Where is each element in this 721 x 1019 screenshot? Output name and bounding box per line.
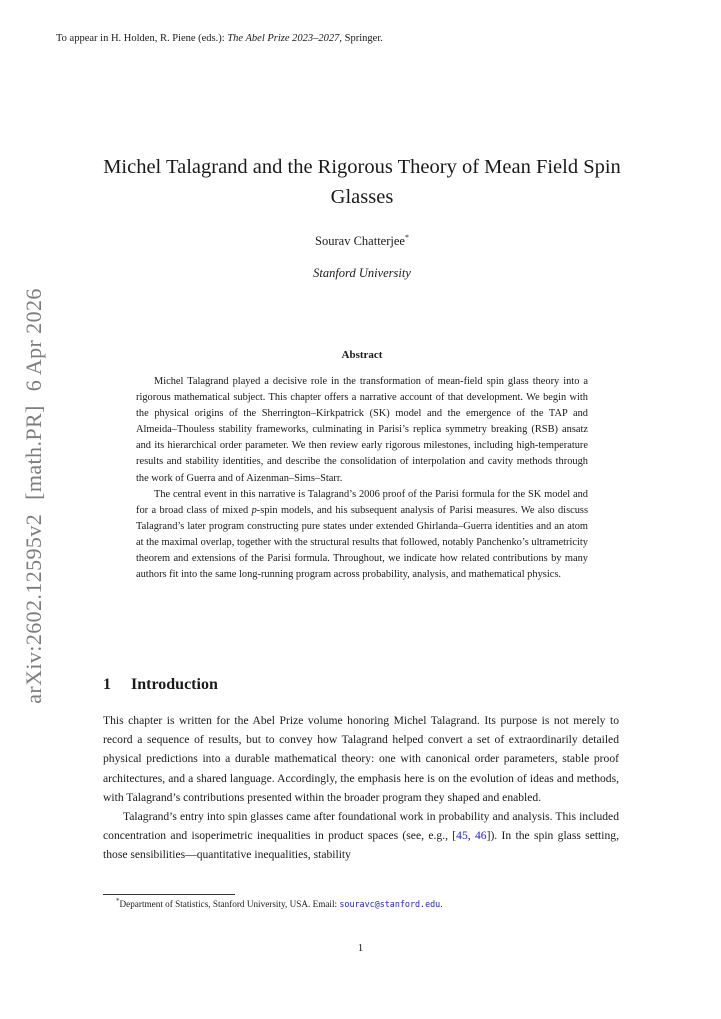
section-heading [103,676,218,694]
author-name: Sourav Chatterjee [315,234,405,249]
publication-note-prefix: To appear in H. Holden, R. Piene (eds.): [56,33,228,44]
affiliation: Stanford University [313,266,411,280]
publication-note-suffix: , Springer. [339,33,383,44]
footnote-rule [103,894,235,895]
page-number: 1 [357,942,364,954]
math-variable: p [251,504,257,516]
footnote-text: Department of Statistics, Stanford University, USA. Email: [119,899,340,910]
citation-link[interactable]: 45 [456,829,468,843]
section-number: 1 [103,676,111,693]
body-text-run: ]). In the spin glass setting, those sensibilities—quantitative inequalities, stability [103,829,619,862]
abstract [136,374,588,583]
book-title: The Abel Prize 2023–2027 [227,33,340,44]
footnote-end: . [440,899,443,910]
author [103,233,621,249]
abstract-text: -spin models, and his subsequent analysis of Parisi measures. We also discuss Talagrand’s later program constructing pure states under extended Ghirlanda–Guerra identities and an atom at the maximal overlap, together with the structural results that followed, notably Panchenko’s ultrametricity theorem and extensions of the Parisi formula. Throughout, we indicate how related contributions by many authors fit into the same long-running program across probability, analysis, and mathematical physics. [136,504,589,581]
body-text-run: Talagrand’s entry into spin glasses came after foundational work in probability and analysis. This included concentration and isoperimetric inequalities in product spaces (see, e.g., [ [103,810,619,843]
arxiv-stamp [21,288,47,704]
section-title: Introduction [131,676,218,693]
arxiv-id: arXiv:2602.12595v2 [21,513,46,704]
arxiv-category: [math.PR] [21,405,46,500]
citation-separator: , [467,829,475,843]
email-link[interactable]: souravc@stanford.edu [339,899,441,910]
citation-link[interactable]: 46 [474,829,487,843]
footnote-mark: * [116,897,120,905]
body-text [103,711,619,865]
abstract-paragraph: Michel Talagrand played a decisive role in the transformation of mean-field spin glass theory into a rigorous mathematical subject. This chapter offers a narrative account of that development. We begin with the physical origins of the Sherrington–Kirkpatrick (SK) model and the emergence of the TAP and Almeida–Thouless stability frameworks, culminating in Parisi’s replica symmetry breaking (RSB) ansatz and its hierarchical order parameter. We then review early rigorous milestones, including high-temperature results and stability identities, and describe the consolidation of interpolation and cavity methods through the work of Guerra and of Aizenman–Sims–Starr. [136,376,588,484]
arxiv-date: 6 Apr 2026 [21,288,46,392]
abstract-heading: Abstract [341,349,383,361]
body-paragraph: This chapter is written for the Abel Prize volume honoring Michel Talagrand. Its purpose is not merely to record a sequence of results, but to convey how Talagrand helped convert a set of extraordinarily detailed physical predictions into a durable mathematical theory: one with canonical order parameters, stable proof architectures, and a shared language. Accordingly, the emphasis here is on the evolution of ideas and methods, with Talagrand’s contributions presented within the broader program they shaped and enabled. [103,714,619,804]
paper-title: Michel Talagrand and the Rigorous Theory of Mean Field Spin Glasses [103,156,621,208]
footnote [116,897,443,909]
publication-note [56,33,383,44]
abstract-text: The central event in this narrative is Talagrand’s 2006 proof of the Parisi formula for the SK model and for a broad class of mixed [136,488,588,516]
body-paragraph [103,807,619,865]
abstract-paragraph [136,487,588,584]
author-footnote-mark: * [404,233,409,242]
